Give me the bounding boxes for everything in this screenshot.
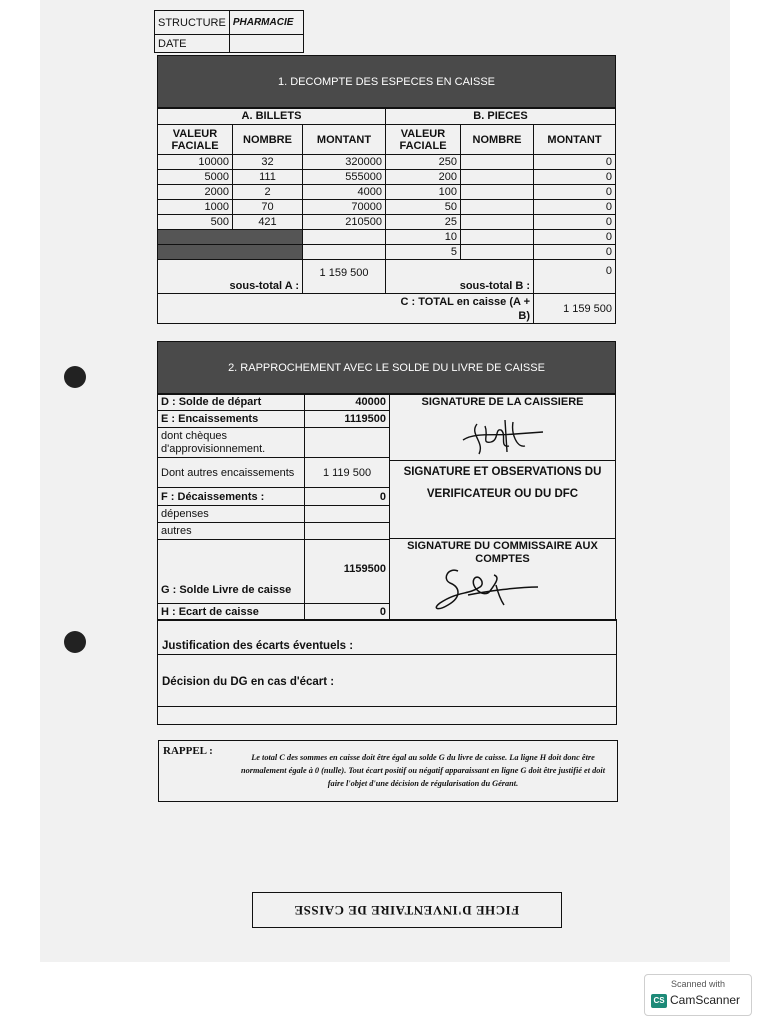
piece-montant: 0 xyxy=(534,245,616,260)
piece-valeur: 100 xyxy=(386,185,461,200)
section1-title: 1. DECOMPTE DES ESPECES EN CAISSE xyxy=(277,76,495,88)
depenses-value xyxy=(305,506,390,523)
commissaire-signature xyxy=(428,565,548,617)
e-label: E : Encaissements xyxy=(158,411,305,428)
shaded-cell xyxy=(158,245,303,260)
h-label: H : Ecart de caisse xyxy=(158,604,305,621)
table-row xyxy=(158,170,616,185)
depenses-label: dépenses xyxy=(158,506,305,523)
sig-verificateur-box xyxy=(390,460,615,539)
piece-montant: 0 xyxy=(534,200,616,215)
piece-nombre xyxy=(461,200,534,215)
f-value: 0 xyxy=(305,488,390,506)
d-label: D : Solde de départ xyxy=(158,394,305,411)
piece-nombre xyxy=(461,230,534,245)
subtotal-b-label: sous-total B : xyxy=(386,260,534,294)
billet-montant: 4000 xyxy=(303,185,386,200)
structure-value: PHARMACIE xyxy=(229,11,303,35)
billets-col-montant: MONTANT xyxy=(303,125,386,155)
billet-valeur: 1000 xyxy=(158,200,233,215)
cash-count-table xyxy=(157,107,616,324)
scanner-brand: CamScanner xyxy=(670,993,741,1007)
g-value: 1159500 xyxy=(305,540,390,604)
piece-nombre xyxy=(461,185,534,200)
f-label: F : Décaissements : xyxy=(158,488,305,506)
piece-montant: 0 xyxy=(534,155,616,170)
punch-hole-top xyxy=(64,366,86,388)
billet-nombre: 70 xyxy=(233,200,303,215)
billets-col-nombre: NOMBRE xyxy=(233,125,303,155)
scanner-caption: Scanned with xyxy=(670,979,726,989)
piece-valeur: 250 xyxy=(386,155,461,170)
piece-valeur: 25 xyxy=(386,215,461,230)
decision-label: Décision du DG en cas d'écart : xyxy=(162,676,335,688)
piece-montant: 0 xyxy=(534,230,616,245)
piece-montant: 0 xyxy=(534,215,616,230)
billet-valeur: 500 xyxy=(158,215,233,230)
subtotal-b-value: 0 xyxy=(534,260,616,294)
sig-verificateur-label-2: VERIFICATEUR OU DU DFC xyxy=(426,488,579,500)
total-row xyxy=(158,294,616,324)
total-label: C : TOTAL en caisse (A + B) xyxy=(158,294,534,324)
section1-banner xyxy=(157,55,616,109)
billet-valeur: 10000 xyxy=(158,155,233,170)
piece-valeur: 5 xyxy=(386,245,461,260)
e-value: 1119500 xyxy=(305,411,390,428)
piece-montant: 0 xyxy=(534,185,616,200)
reconciliation-table xyxy=(157,393,390,621)
billet-montant: 555000 xyxy=(303,170,386,185)
subtotal-row xyxy=(158,260,616,294)
piece-valeur: 200 xyxy=(386,170,461,185)
piece-nombre xyxy=(461,245,534,260)
piece-nombre xyxy=(461,215,534,230)
piece-valeur: 10 xyxy=(386,230,461,245)
autres-label: autres xyxy=(158,523,305,540)
cheques-label: dont chèques d'approvisionnement. xyxy=(158,428,305,458)
sig-commissaire-label: SIGNATURE DU COMMISSAIRE AUX COMPTES xyxy=(407,540,598,565)
punch-hole-bottom xyxy=(64,631,86,653)
piece-montant: 0 xyxy=(534,170,616,185)
justification-box xyxy=(157,619,617,725)
table-row xyxy=(158,215,616,230)
billet-nombre: 32 xyxy=(233,155,303,170)
camscanner-logo-icon: CS xyxy=(651,994,667,1008)
h-value: 0 xyxy=(305,604,390,621)
billets-col-valeur: VALEUR FACIALE xyxy=(158,125,233,155)
rappel-box xyxy=(158,740,618,802)
rappel-text: Le total C des sommes en caisse doit être égal au solde G du livre de caisse. La ligne H doit donc être normalement égale à 0 (nulle). Tout écart positif ou négatif apparaissant en ligne G doit être justifié et doit faire l'objet d'une décision de régularisation du Gérant. xyxy=(240,753,606,788)
sig-verificateur-label-1: SIGNATURE ET OBSERVATIONS DU xyxy=(403,466,602,478)
billet-montant: 320000 xyxy=(303,155,386,170)
subtotal-a-label: sous-total A : xyxy=(158,260,303,294)
pieces-col-nombre: NOMBRE xyxy=(461,125,534,155)
billet-montant: 210500 xyxy=(303,215,386,230)
empty-cell xyxy=(303,245,386,260)
billets-title: A. BILLETS xyxy=(158,108,386,125)
autres-enc-value: 1 119 500 xyxy=(305,458,390,488)
empty-cell xyxy=(303,230,386,245)
table-row xyxy=(158,185,616,200)
autres-value xyxy=(305,523,390,540)
divider xyxy=(158,654,616,655)
rappel-label: RAPPEL : xyxy=(163,745,213,757)
billet-nombre: 2 xyxy=(233,185,303,200)
caissiere-signature xyxy=(455,412,555,462)
table-row xyxy=(158,230,616,245)
table-row xyxy=(158,245,616,260)
shaded-cell xyxy=(158,230,303,245)
piece-nombre xyxy=(461,170,534,185)
billet-montant: 70000 xyxy=(303,200,386,215)
pieces-col-montant: MONTANT xyxy=(534,125,616,155)
date-label: DATE xyxy=(155,35,230,53)
autres-enc-label: Dont autres encaissements xyxy=(158,458,305,488)
form-title-box xyxy=(252,892,562,928)
table-row xyxy=(158,200,616,215)
cheques-value xyxy=(305,428,390,458)
billet-nombre: 421 xyxy=(233,215,303,230)
form-title: FICHE D'INVENTAIRE DE CAISSE xyxy=(294,903,520,918)
pieces-col-valeur: VALEUR FACIALE xyxy=(386,125,461,155)
camscanner-badge xyxy=(644,974,752,1016)
billet-nombre: 111 xyxy=(233,170,303,185)
section2-banner xyxy=(157,341,616,395)
pieces-title: B. PIECES xyxy=(386,108,616,125)
date-value xyxy=(229,35,303,53)
sig-caissiere-label: SIGNATURE DE LA CAISSIERE xyxy=(421,396,584,408)
divider xyxy=(158,706,616,707)
justification-label: Justification des écarts éventuels : xyxy=(162,640,354,652)
subtotal-a-value: 1 159 500 xyxy=(303,260,386,294)
piece-valeur: 50 xyxy=(386,200,461,215)
total-value: 1 159 500 xyxy=(534,294,616,324)
d-value: 40000 xyxy=(305,394,390,411)
g-label: G : Solde Livre de caisse xyxy=(158,540,305,604)
billet-valeur: 2000 xyxy=(158,185,233,200)
table-row xyxy=(158,155,616,170)
structure-label: STRUCTURE xyxy=(155,11,230,35)
billet-valeur: 5000 xyxy=(158,170,233,185)
piece-nombre xyxy=(461,155,534,170)
header-table xyxy=(154,10,304,53)
section2-title: 2. RAPPROCHEMENT AVEC LE SOLDE DU LIVRE DE CAISSE xyxy=(228,362,545,374)
